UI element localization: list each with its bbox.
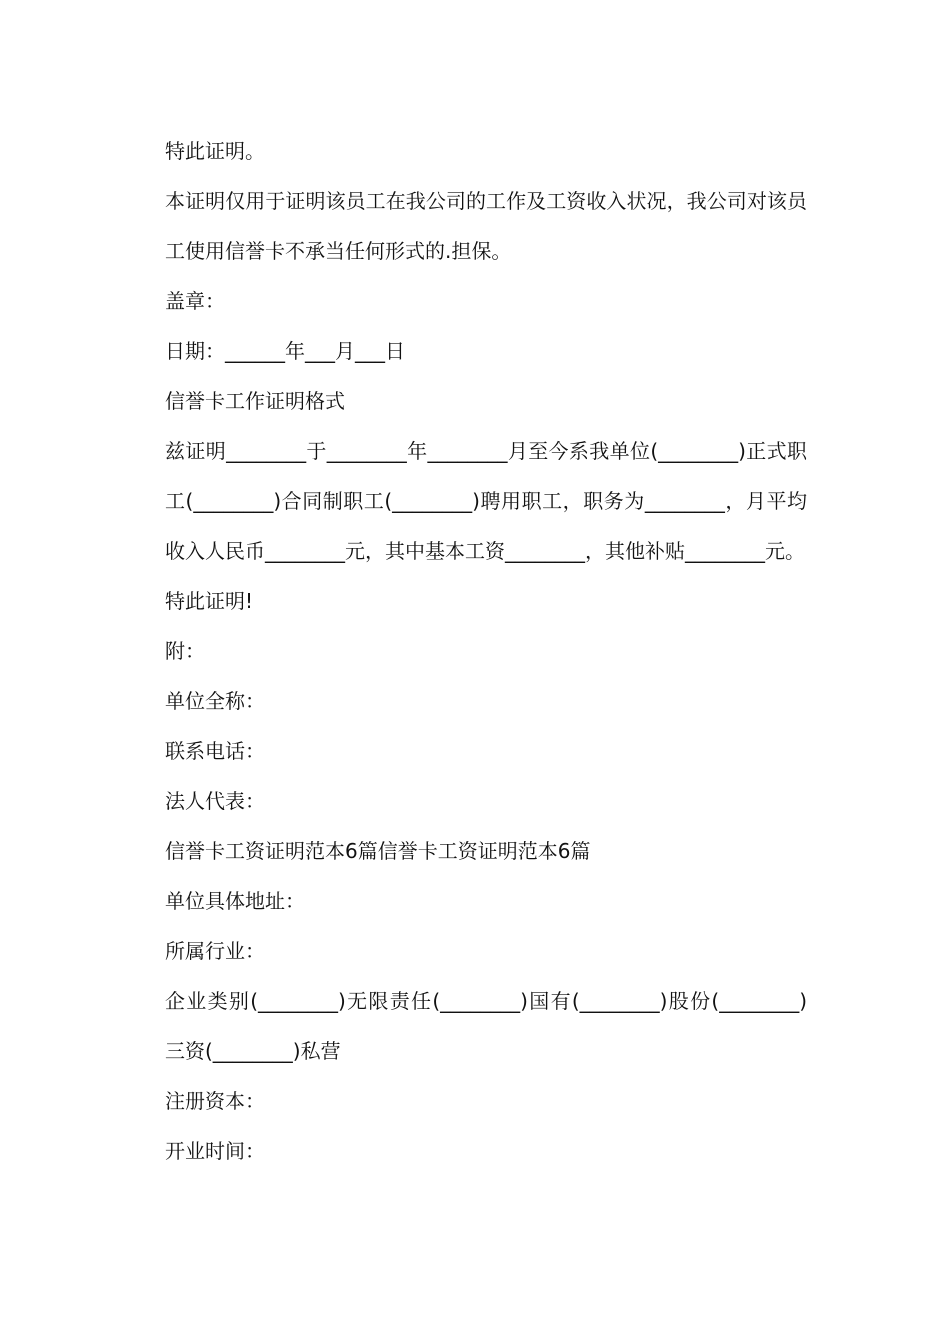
paragraph-certify: 特此证明。 (165, 139, 265, 163)
field-address: 单位具体地址： (165, 889, 305, 913)
field-legal-rep: 法人代表： (165, 789, 265, 813)
paragraph-certify-2: 特此证明! (165, 589, 254, 613)
field-phone: 联系电话： (165, 739, 265, 763)
field-registered-capital: 注册资本： (165, 1089, 265, 1113)
section-heading: 信誉卡工作证明格式 (165, 389, 345, 413)
field-enterprise-type: 企业类别(________)无限责任(________)国有(________)股份(________)三资(________)私营 (165, 989, 807, 1063)
paragraph-title-repeat: 信誉卡工资证明范本6篇信誉卡工资证明范本6篇 (165, 839, 591, 863)
paragraph-disclaimer: 本证明仅用于证明该员工在我公司的工作及工资收入状况，我公司对该员工使用信誉卡不承当任何形式的.担保。 (165, 189, 807, 263)
field-company-name: 单位全称： (165, 689, 265, 713)
field-opening-date: 开业时间： (165, 1139, 265, 1163)
paragraph-date: 日期：______年___月___日 (165, 339, 405, 363)
paragraph-attachment: 附： (165, 639, 205, 663)
field-industry: 所属行业： (165, 939, 265, 963)
paragraph-seal: 盖章： (165, 289, 225, 313)
paragraph-employment-details: 兹证明________于________年________月至今系我单位(________)正式职工(________)合同制职工(________)聘用职工，职务为________，月平均收入人民币________元，其中基本工资________，其他补贴________元。 (165, 439, 807, 563)
document-body (145, 126, 807, 1176)
